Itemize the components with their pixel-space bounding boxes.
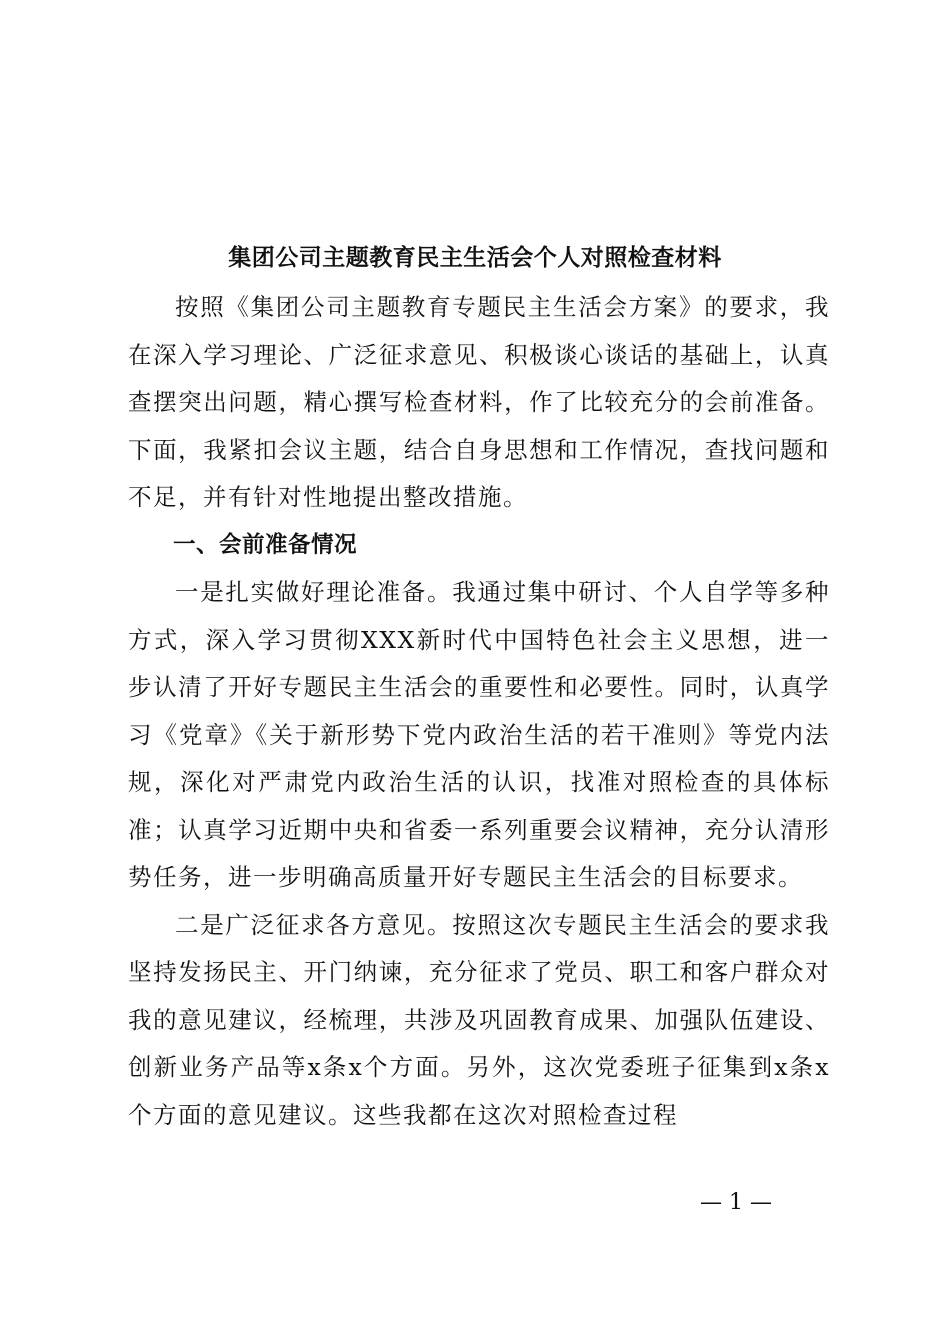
document-title: 集团公司主题教育民主生活会个人对照检查材料 xyxy=(228,244,722,271)
body-paragraph: 二是广泛征求各方意见。按照这次专题民主生活会的要求我坚持发扬民主、开门纳谏，充分征求了党员、职工和客户群众对我的意见建议，经梳理，共涉及巩固教育成果、加强队伍建设、创新业务产品等x条x个方面。另外，这次党委班子征集到x条x个方面的意见建议。这些我都在这次对照检查过程 xyxy=(128,910,830,1129)
page-number: — 1 — xyxy=(700,1190,772,1215)
body-paragraph: 一是扎实做好理论准备。我通过集中研讨、个人自学等多种方式，深入学习贯彻XXX新时代中国特色社会主义思想，进一步认清了开好专题民主生活会的重要性和必要性。同时，认真学习《党章》《关于新形势下党内政治生活的若干准则》等党内法规，深化对严肃党内政治生活的认识，找准对照检查的具体标准；认真学习近期中央和省委一系列重要会议精神，充分认清形势任务，进一步明确高质量开好专题民主生活会的目标要求。 xyxy=(128,578,830,891)
section-heading: 一、会前准备情况 xyxy=(173,531,358,558)
intro-paragraph: 按照《集团公司主题教育专题民主生活会方案》的要求，我在深入学习理论、广泛征求意见、积极谈心谈话的基础上，认真查摆突出问题，精心撰写检查材料，作了比较充分的会前准备。下面，我紧扣会议主题，结合自身思想和工作情况，查找问题和不足，并有针对性地提出整改措施。 xyxy=(128,293,830,511)
document-body xyxy=(128,284,830,1139)
